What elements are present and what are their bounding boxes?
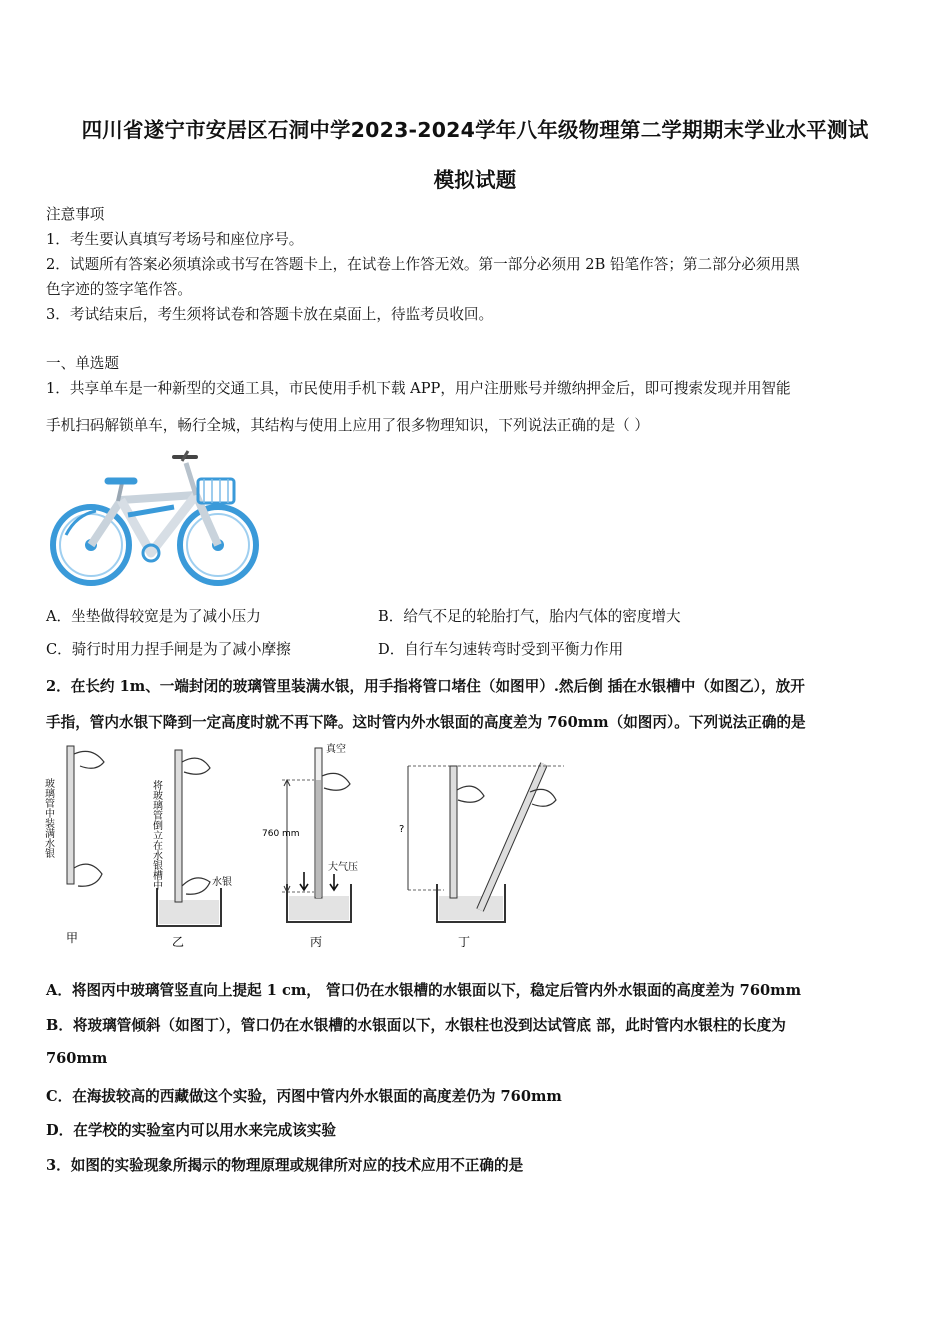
q2-option-a: A．将图丙中玻璃管竖直向上提起 1 cm， 管口仍在水银槽的水银面以下，稳定后管内外水银面的高度差为 760mm xyxy=(46,982,802,999)
label-jia-vertical: 玻璃管中装满水银 xyxy=(42,778,54,858)
caption-bing: 丙 xyxy=(310,935,323,949)
q1-stem-line1: 1．共享单车是一种新型的交通工具，市民使用手机下载 APP，用户注册账号并缴纳押金后，即可搜索发现并用智能 xyxy=(46,380,791,397)
notice-item: 色字迹的签字笔作答。 xyxy=(46,281,192,298)
q1-option-a: A．坐垫做得较宽是为了减小压力 xyxy=(46,608,261,625)
caption-jia: 甲 xyxy=(66,931,79,945)
label-mercury: 水银 xyxy=(212,877,232,888)
q1-option-c: C．骑行时用力捏手闸是为了减小摩擦 xyxy=(46,641,291,658)
caption-ding: 丁 xyxy=(458,935,471,949)
q2-stem-line1: 2．在长约 1m、一端封闭的玻璃管里装满水银，用手指将管口堵住（如图甲）.然后倒 插在水银槽中（如图乙），放开 xyxy=(46,678,805,695)
exam-title-line2: 模拟试题 xyxy=(433,168,517,192)
section-heading: 一、单选题 xyxy=(46,355,119,372)
notice-heading: 注意事项 xyxy=(46,206,105,223)
q1-stem-line2: 手机扫码解锁单车，畅行全城，其结构与使用上应用了很多物理知识，下列说法正确的是（ ） xyxy=(46,417,649,434)
q2-stem-line2: 手指，管内水银下降到一定高度时就不再下降。这时管内外水银面的高度差为 760mm（如图丙）。下列说法正确的是 xyxy=(46,714,806,731)
label-yi-vertical: 将玻璃管倒立在水银槽中 xyxy=(150,780,162,890)
label-760: 760 mm xyxy=(262,829,300,839)
q2-option-b-line1: B．将玻璃管倾斜（如图丁），管口仍在水银槽的水银面以下，水银柱也没到达试管底 部，此时管内水银柱的长度为 xyxy=(46,1017,786,1034)
caption-yi: 乙 xyxy=(172,935,185,949)
q3-stem: 3．如图的实验现象所揭示的物理原理或规律所对应的技术应用不正确的是 xyxy=(46,1157,524,1174)
q1-option-b: B．给气不足的轮胎打气，胎内气体的密度增大 xyxy=(378,608,681,625)
notice-item: 2．试题所有答案必须填涂或书写在答题卡上，在试卷上作答无效。第一部分必须用 2B 铅笔作答；第二部分必须用黑 xyxy=(46,256,800,273)
torricelli-figure xyxy=(44,740,574,955)
q2-option-d: D．在学校的实验室内可以用水来完成该实验 xyxy=(46,1122,336,1139)
bicycle-figure xyxy=(46,445,266,593)
q1-option-d: D．自行车匀速转弯时受到平衡力作用 xyxy=(378,641,624,658)
q2-option-c: C．在海拔较高的西藏做这个实验，丙图中管内外水银面的高度差仍为 760mm xyxy=(46,1088,562,1105)
notice-item: 3．考试结束后，考生须将试卷和答题卡放在桌面上，待监考员收回。 xyxy=(46,306,494,323)
notice-item: 1．考生要认真填写考场号和座位序号。 xyxy=(46,231,304,248)
label-vacuum: 真空 xyxy=(326,744,346,755)
q2-option-b-line2: 760mm xyxy=(46,1050,108,1067)
exam-title-line1: 四川省遂宁市安居区石洞中学2023-2024学年八年级物理第二学期期末学业水平测试 xyxy=(81,118,869,142)
label-question: ? xyxy=(399,824,405,835)
label-atm: 大气压 xyxy=(328,862,358,873)
